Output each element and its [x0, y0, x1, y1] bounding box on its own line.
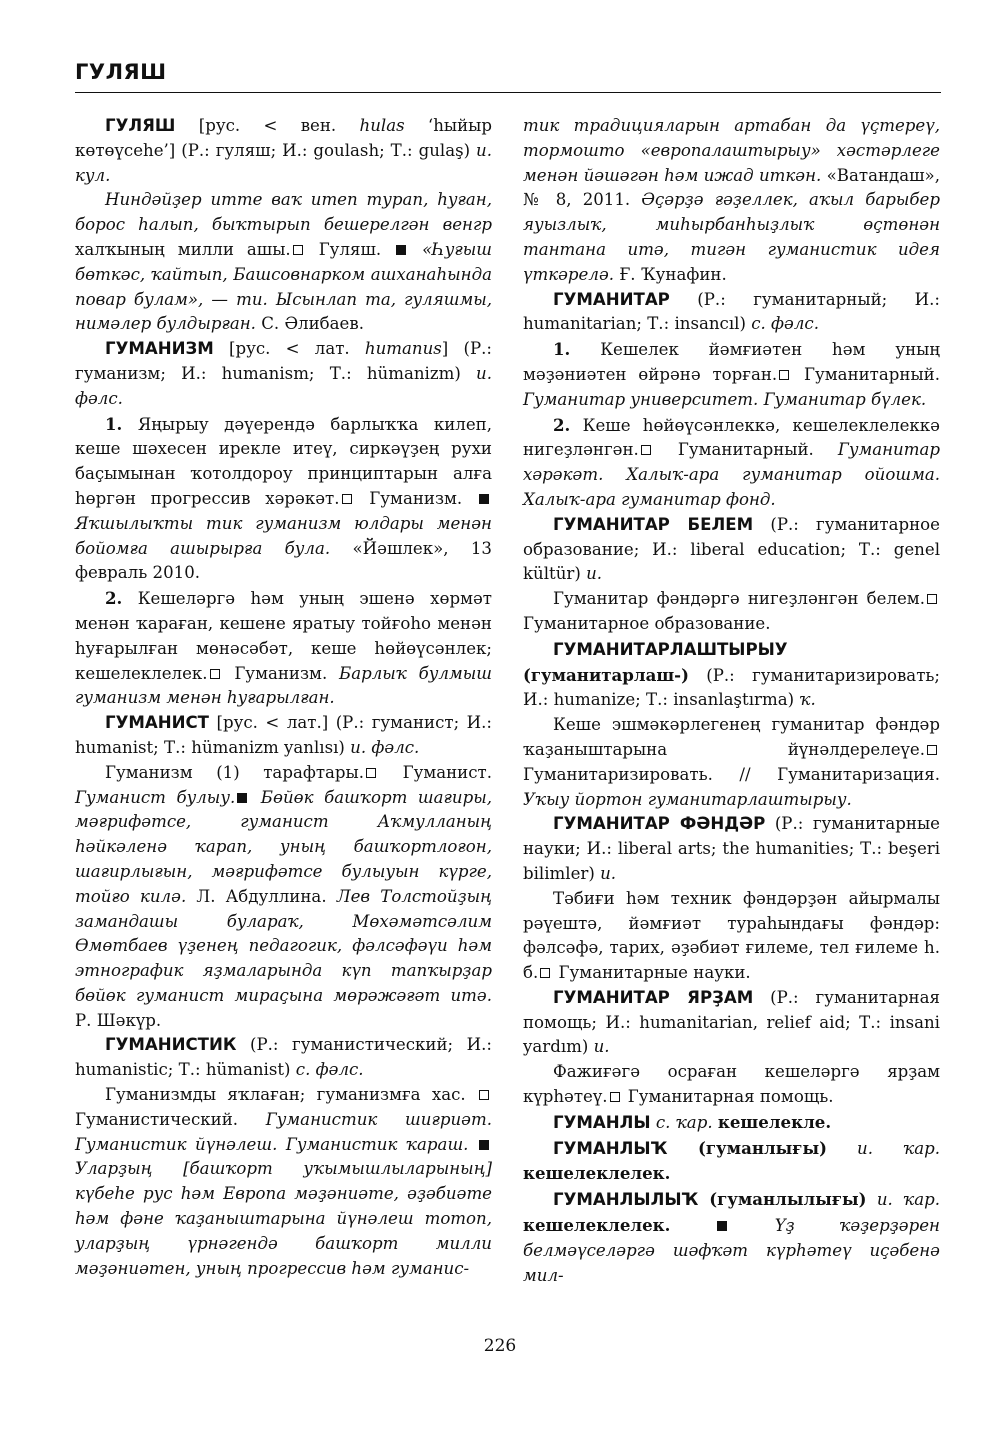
definition-text: Кешелек йәмғиәтен һәм уның мәҙәниәтен өйрәнә торған.	[523, 340, 940, 384]
russian-equivalent: Гуманизм.	[222, 663, 328, 683]
definition-text: халҡының милли ашы.	[75, 239, 291, 259]
cross-reference: кешелеклелек.	[523, 1163, 671, 1184]
grammar-label: ҡ.	[799, 690, 816, 710]
example-marker-icon	[237, 793, 247, 803]
grammar-label: и. ҡар.	[826, 1138, 940, 1158]
russian-equivalent-icon	[210, 669, 220, 679]
headword: ГУМАНЛЫҠ	[553, 1138, 668, 1158]
definition-text: Кеше эшмәкәрлегенең гуманитар фәндәр ҡаҙаныштарына йүнәлдерелеүе.	[523, 715, 940, 759]
russian-equivalent-icon	[293, 245, 303, 255]
headword: ГУМАНИСТ	[105, 713, 209, 733]
example: Лев Толстойҙың замандашы булараҡ, Мөхәмәтсәлим Өмөтбаев үҙенең педагогик, фәлсәфәүи һәм этнографик яҙмаларында күп тапҡырҙар бөйөк гуманист мираҫына мөрәжәғәт итә.	[75, 886, 492, 1005]
headword: ГУМАНИСТИК	[105, 1035, 237, 1055]
russian-equivalent-icon	[479, 1090, 489, 1100]
russian-equivalent: Гуманитаризировать.	[523, 764, 713, 784]
etymon: hulas	[359, 116, 405, 135]
example: Яҡшылыҡты тик гуманизм юлдары менән бойомға ашырырға була.	[75, 513, 492, 558]
definition	[523, 1060, 940, 1110]
example-source: Ғ. Ҡунафин.	[614, 264, 727, 284]
example: Уларҙың [башҡорт уҡымышлыларының] күбеһе рус һәм Европа мәҙәниәте, әҙәбиәте һәм фәне ҡаҙаныштарына йүнәлеш тотоп, уларҙың үрнәгендә башҡорт милли мәҙәниәтен, уның прогрессив һәм гуманис-	[75, 1159, 492, 1278]
example-source: «Йәшлек», 13 февраль 2010.	[75, 538, 492, 583]
left-column	[75, 114, 492, 1281]
example-source: Р. Шәкүр.	[75, 1010, 162, 1030]
headword: ГУМАНЛЫ	[553, 1112, 651, 1132]
russian-equivalent: Гуманистический.	[75, 1109, 239, 1129]
equivalents: (Р.: гуманитарный; И.: humanitarian; Т.: insancıl)	[523, 289, 940, 334]
cross-reference: кешелекле.	[717, 1111, 832, 1132]
russian-equivalent: Гуманитарное образование.	[523, 613, 771, 633]
sense-2	[523, 413, 940, 513]
equivalents: (Р.: гуманитарная помощь; И.: humanitarian, relief aid; Т.: insani yardım)	[523, 987, 940, 1057]
example: Үҙ ҡәҙерҙәрен белмәүселәргә шәфҡәт күрһәтеү иҫәбенә мил-	[523, 1216, 940, 1285]
example: Гуманитар университет. Гуманитар бүлек.	[523, 389, 927, 409]
page-number: 226	[483, 1336, 517, 1356]
equivalents: (Р.: гуманитарное образование; И.: liberal education; Т.: genel kültür)	[523, 514, 940, 584]
equivalents: ] (Р.: гуманизм; И.: humanism; Т.: hümanizm)	[75, 339, 492, 383]
equivalents: (Р.: гуманистический; И.: humanistic; Т.: hümanist)	[75, 1035, 492, 1080]
example: Әҫәрҙә ғәҙеллек, аҡыл барыбер яуызлыҡ, миһырбанһыҙлыҡ өҫтөнән тантана итә, тигән гуманистик идея үткәрелә.	[523, 190, 940, 284]
example: «Һуғыш бөткәс, ҡайтып, Башсовнарком ашханаһында повар булам», — ти. Ысынлап та, гуляшмы, нимәлер булдырған.	[75, 239, 492, 334]
entry-gumanitar	[523, 288, 940, 338]
definition-text: Яңырыу дәүерендә барлыҡҡа килеп, кеше шәхесен ирекле итеү, сиркәүҙең рухи баҫымынан ҡотолдороу принциптарын алға һөргән прогрессив хәрәкәт.	[75, 414, 492, 508]
russian-equivalent-icon	[927, 745, 937, 755]
russian-equivalent: // Гуманитаризация.	[712, 764, 940, 784]
entry-gumanist	[75, 711, 492, 761]
entry-gumanlylyk	[523, 1187, 940, 1288]
sense-number: 2.	[553, 414, 571, 435]
entry-gumanitar-fender	[523, 812, 940, 886]
entry-gulyash	[75, 114, 492, 188]
definition	[523, 887, 940, 986]
russian-equivalent-icon	[366, 768, 376, 778]
entry-gumanitarlashtyryu	[523, 637, 940, 713]
definition-text: Фажиғәгә осраған кешеләргә ярҙам күрһәтеү.	[523, 1062, 940, 1107]
grammar-label: с. фәлс.	[295, 1060, 364, 1080]
grammar-label: и.	[586, 564, 603, 584]
equivalents: [рус. < лат.] (Р.: гуманист; И.: humanist; Т.: hümanizm yanlısı)	[75, 713, 492, 757]
equivalents: (Р.: гуманитаризировать; И.: humanize; Т.: insanlaştırma)	[523, 665, 940, 710]
continuation	[523, 114, 940, 288]
sense-1	[75, 412, 492, 587]
stem-form: (гуманлығы)	[667, 1137, 827, 1158]
sense-number: 1.	[553, 339, 571, 360]
example: Барлыҡ булмыш гуманизм менән һуғарылған.	[75, 663, 492, 708]
grammar-label: и. кул.	[75, 140, 492, 185]
russian-equivalent-icon	[927, 594, 937, 604]
stem-form: (гуманитарлаш-)	[523, 664, 689, 685]
grammar-label: и. фәлс.	[350, 737, 420, 757]
example: Гуманитар хәрәкәт. Халыҡ-ара гуманитар ойошма. Халыҡ-ара гуманитар фонд.	[523, 440, 940, 509]
headword: ГУМАНИТАРЛАШТЫРЫУ	[553, 639, 788, 659]
definition-text: Ниндәйҙер итте ваҡ итеп турап, һуған, борос һалып, быҡтырып бешерелгән венгр	[75, 190, 492, 235]
example: Уҡыу йортон гуманитарлаштырыу.	[523, 789, 852, 809]
grammar-label: и.	[600, 863, 617, 883]
example-source: С. Әлибаев.	[255, 314, 364, 334]
example: Гуманист булыу.	[75, 787, 236, 807]
entry-gumanitar-yardam	[523, 986, 940, 1060]
definition	[75, 188, 492, 337]
etymology: [рус. < лат.	[213, 339, 365, 359]
etymon: humanus	[364, 339, 442, 359]
etymology-gloss: ‘һыйыр көтөүсеһе’] (Р.: гуляш; И.: goulash; Т.: gulaş)	[75, 116, 492, 160]
sense-2	[75, 586, 492, 711]
russian-equivalent-icon	[610, 1092, 620, 1102]
grammar-label: с. ҡар.	[650, 1112, 718, 1132]
entry-gumanitar-belem	[523, 513, 940, 587]
entry-gumanistik	[75, 1033, 492, 1083]
russian-equivalent: Гуманист.	[379, 762, 492, 782]
russian-equivalent-icon	[540, 968, 550, 978]
russian-equivalent-icon	[342, 494, 352, 504]
sense-1	[523, 337, 940, 412]
grammar-label: и. фәлс.	[75, 363, 492, 408]
example: Бөйөк башҡорт шағиры, мәғрифәтсе, гуманист Аҡмулланың һәйкәленә ҡарап, уның башҡортлоғон, шағирлығын, мәғрифәтсе булыуын күрге, тойғо килә.	[75, 787, 492, 906]
russian-equivalent: Гуманитарные науки.	[553, 963, 751, 983]
russian-equivalent: Гуманизм.	[354, 488, 463, 508]
headword: ГУМАНИЗМ	[105, 339, 214, 359]
sense-number: 1.	[105, 413, 123, 434]
russian-equivalent: Гуляш.	[305, 239, 382, 259]
russian-equivalent-icon	[641, 445, 651, 455]
definition	[523, 713, 940, 812]
headword: ГУМАНИТАР БЕЛЕМ	[553, 514, 754, 534]
example-source: Л. Абдуллина.	[186, 886, 327, 906]
grammar-label: и.	[593, 1037, 610, 1057]
definition	[523, 587, 940, 637]
grammar-label: с. фәлс.	[751, 314, 819, 334]
definition-text: Тәбиғи һәм техник фәндәрҙән айырмалы рәүештә, йәмғиәт тураһындағы фәндәр: фәлсәфә, тарих, әҙәбиәт ғилеме, тел ғилеме һ. б.	[523, 888, 940, 983]
example-marker-icon	[717, 1221, 727, 1231]
definition-text: Гуманизмды яҡлаған; гуманизмға хас.	[105, 1085, 466, 1105]
headword: ГУМАНИТАР	[553, 289, 670, 309]
definition-text: Гуманизм (1) тарафтары.	[105, 762, 365, 782]
entry-gumanly	[523, 1110, 940, 1136]
headword: ГУЛЯШ	[105, 116, 176, 135]
running-head: ГУЛЯШ	[75, 60, 167, 84]
headword: ГУМАНИТАР ЯРҘАМ	[553, 987, 754, 1007]
example-marker-icon	[479, 494, 489, 504]
russian-equivalent: Гуманитарный.	[653, 440, 814, 460]
definition-text: Гуманитар фәндәргә нигеҙләнгән белем.	[553, 589, 925, 609]
entry-gumanizm	[75, 337, 492, 411]
grammar-label: и. ҡар.	[866, 1190, 941, 1210]
stem-form: (гуманлылығы)	[698, 1189, 867, 1210]
definition	[75, 1083, 492, 1281]
example-marker-icon	[396, 245, 406, 255]
example-source: «Ватандаш», № 8, 2011.	[523, 165, 940, 210]
right-column	[523, 114, 940, 1288]
definition-text: Кеше һөйөүсәнлеккә, кешелеклелеккә нигеҙләнгән.	[523, 415, 940, 460]
example: Гуманистик шиғриәт. Гуманистик йүнәлеш. Гуманистик ҡараш.	[75, 1109, 492, 1154]
russian-equivalent-icon	[779, 370, 789, 380]
russian-equivalent: Гуманитарный.	[792, 364, 940, 384]
russian-equivalent: Гуманитарная помощь.	[622, 1087, 834, 1107]
sense-number: 2.	[105, 588, 123, 609]
equivalents: (Р.: гуманитарные науки; И.: liberal arts; the humanities; Т.: beşeri bilimler)	[523, 814, 941, 883]
header-rule	[75, 92, 941, 93]
example-marker-icon	[479, 1140, 489, 1150]
example: тик традицияларын артабан да үҫтереү, тормошто «европалаштырыу» хәстәрлеге менән йәшәгән һәм ижад иткән.	[523, 116, 940, 185]
headword: ГУМАНИТАР ФӘНДӘР	[553, 814, 766, 834]
headword: ГУМАНЛЫЛЫҠ	[553, 1190, 699, 1210]
definition	[75, 761, 492, 1034]
definition-text: Кешеләргә һәм уның эшенә хөрмәт менән ҡараған, кешене яратыу тойғоһо менән һуғарылған мөнәсәбәт, кеше һөйөүсәнлек; кешелеклелек.	[75, 589, 492, 683]
entry-gumanlyk	[523, 1136, 940, 1188]
etymology: [рус. < вен.	[175, 116, 360, 135]
cross-reference: кешелеклелек.	[523, 1215, 671, 1236]
